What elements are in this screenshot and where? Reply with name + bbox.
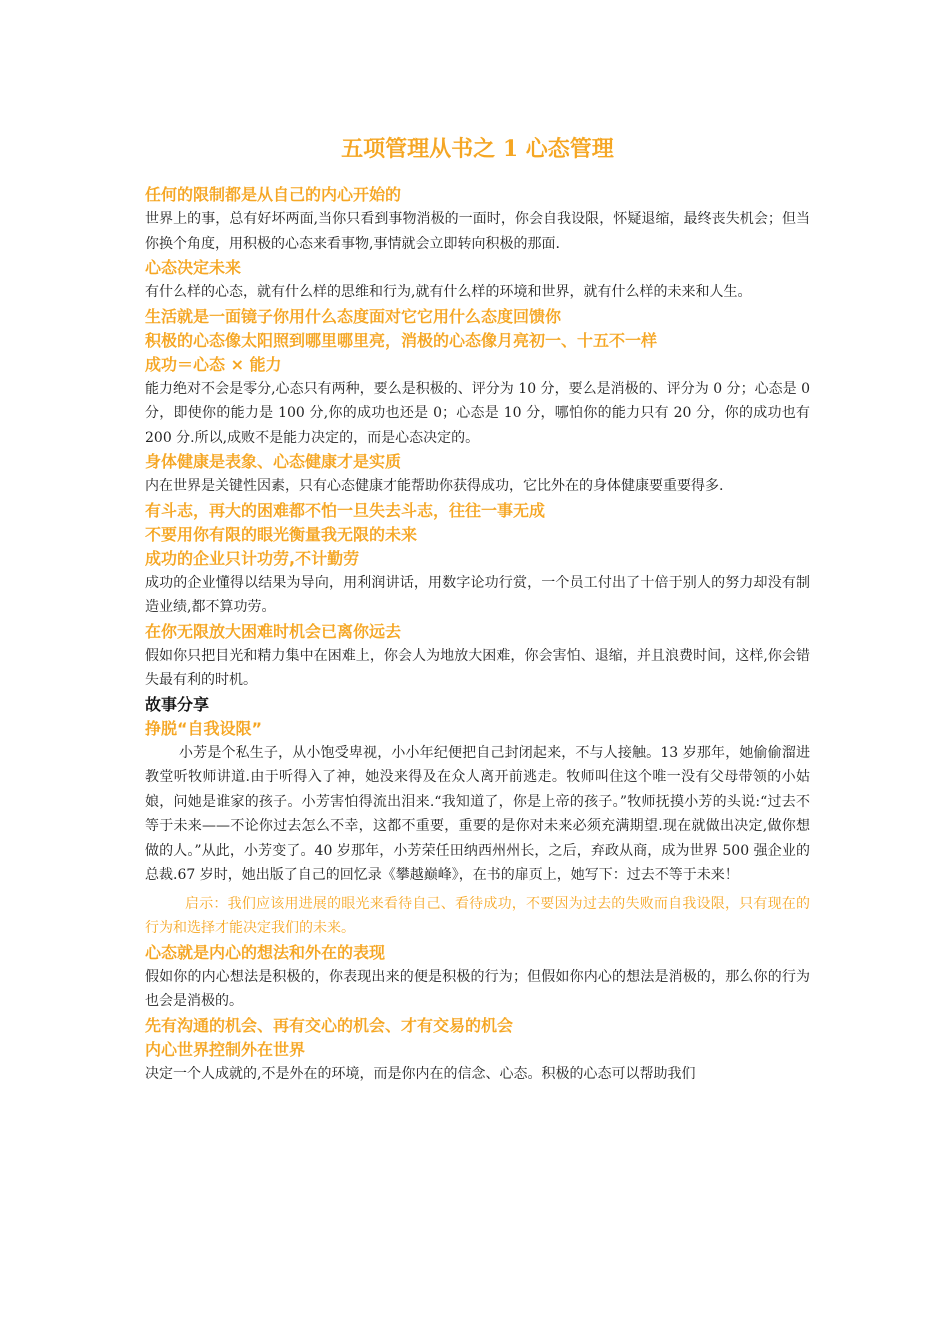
section-heading: 不要用你有限的眼光衡量我无限的未来 <box>145 524 418 544</box>
story-paragraph: 小芳是个私生子，从小饱受卑视，小小年纪便把自己封闭起来，不与人接触。13 岁那年，她偷偷溜进教堂听牧师讲道.由于听得入了神，她没来得及在众人离开前逃走。牧师叫住这个唯一没有父母带领的小姑娘，问她是谁家的孩子。小芳害怕得流出泪来.“我知道了，你是上帝的孩子。”牧师抚摸小芳的头说:“过去不等于未来——不论你过去怎么不幸，这都不重要，重要的是你对未来必须充满期望.现在就做出决定,做你想做的人。”从此，小芳变了。40 岁那年，小芳荣任田纳西州州长，之后，弃政从商，成为世界 500 强企业的总裁.67 岁时，她出版了自己的回忆录《攀越巅峰》，在书的扉页上，她写下：过去不等于未来！ <box>145 744 810 883</box>
paragraph: 假如你的内心想法是积极的，你表现出来的便是积极的行为；但假如你内心的想法是消极的，那么你的行为也会是消极的。 <box>145 968 810 1009</box>
section-heading: 任何的限制都是从自己的内心开始的 <box>145 185 402 204</box>
paragraph: 成功的企业懂得以结果为导向，用利润讲话，用数字论功行赏，一个员工付出了十倍于别人的努力却没有制造业绩,都不算功劳。 <box>145 574 810 615</box>
paragraph: 有什么样的心态，就有什么样的思维和行为,就有什么样的环境和世界，就有什么样的未来和人生。 <box>145 284 752 300</box>
section-heading: 有斗志，再大的困难都不怕一旦失去斗志，往往一事无成 <box>145 500 546 520</box>
section-heading: 身体健康是表象、心态健康才是实质 <box>145 452 402 471</box>
story-heading: 挣脱“自我设限” <box>145 718 263 738</box>
page-title: 五项管理从书之 1 心态管理 <box>341 136 614 162</box>
section-heading: 心态就是内心的想法和外在的表现 <box>145 942 386 962</box>
section-heading: 成功＝心态 × 能力 <box>145 354 282 374</box>
section-heading: 先有沟通的机会、再有交心的机会、才有交易的机会 <box>145 1015 514 1035</box>
paragraph: 能力绝对不会是零分,心态只有两种，要么是积极的、评分为 10 分，要么是消极的、评分为 0 分；心态是 0 分，即使你的能力是 100 分,你的成功也还是 0；心态是 10 分，哪怕你的能力只有 20 分，你的成功也有 200 分.所以,成败不是能力决定的，而是心态决定的。 <box>145 380 810 446</box>
story-insight: 启示：我们应该用进展的眼光来看待自己、看待成功，不要因为过去的失败而自我设限，只有现在的行为和选择才能决定我们的未来。 <box>145 895 810 936</box>
document-content <box>145 133 810 1086</box>
paragraph: 假如你只把目光和精力集中在困难上，你会人为地放大困难，你会害怕、退缩，并且浪费时间，这样,你会错失最有利的时机。 <box>145 647 810 688</box>
section-heading: 内心世界控制外在世界 <box>145 1039 306 1059</box>
paragraph: 世界上的事，总有好坏两面,当你只看到事物消极的一面时，你会自我设限，怀疑退缩，最终丧失机会；但当你换个角度，用积极的心态来看事物,事情就会立即转向积极的那面. <box>145 211 810 252</box>
section-heading: 积极的心态像太阳照到哪里哪里亮，消极的心态像月亮初一、十五不一样 <box>145 330 658 350</box>
section-heading: 生活就是一面镜子你用什么态度面对它它用什么态度回馈你 <box>145 306 562 326</box>
section-heading: 在你无限放大困难时机会已离你远去 <box>145 621 402 641</box>
story-label: 故事分享 <box>145 694 210 714</box>
paragraph: 决定一个人成就的,不是外在的环境，而是你内在的信念、心态。积极的心态可以帮助我们 <box>145 1065 696 1082</box>
section-heading: 心态决定未来 <box>145 258 242 277</box>
paragraph: 内在世界是关键性因素，只有心态健康才能帮助你获得成功，它比外在的身体健康要重要得多. <box>145 478 724 494</box>
section-heading: 成功的企业只计功劳,不计勤劳 <box>145 548 360 568</box>
